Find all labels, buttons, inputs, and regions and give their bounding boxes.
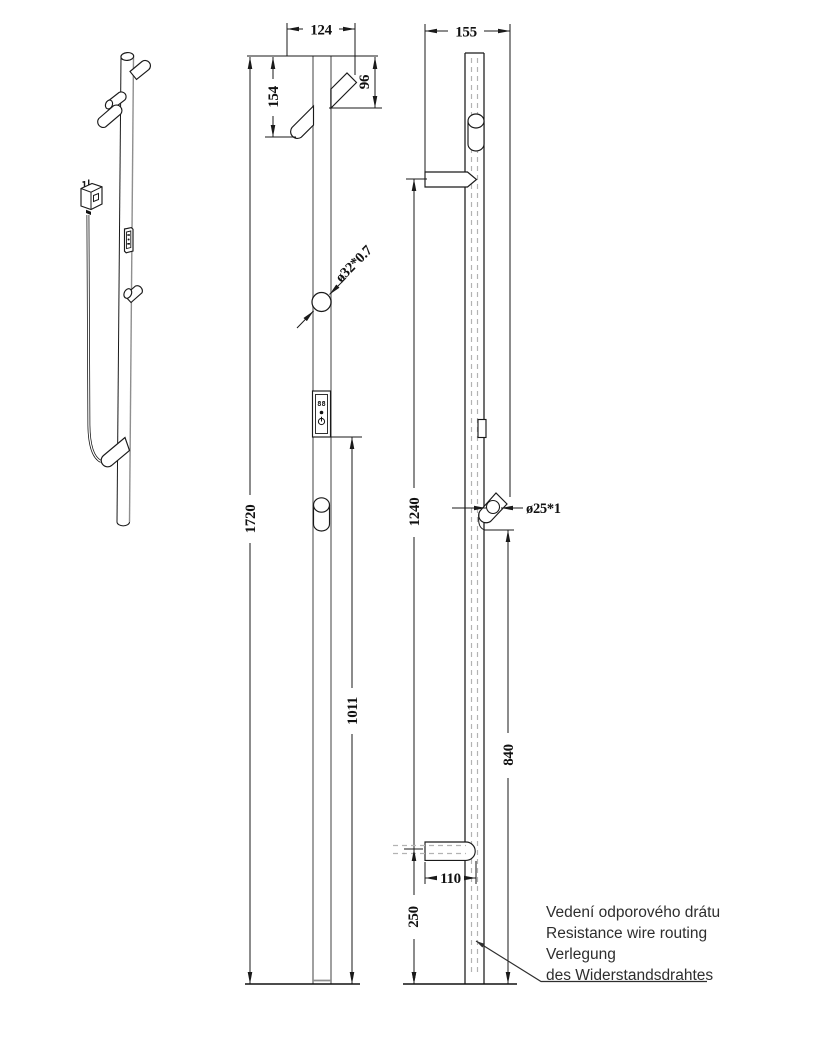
dim-depth-155 (425, 23, 510, 41)
tube-section-circle (312, 293, 331, 312)
dim-label-124: 124 (310, 22, 332, 39)
side-diagonal-hook (479, 493, 507, 530)
dim-label-155: 155 (455, 24, 477, 41)
dim-label-840: 840 (501, 744, 517, 766)
front-control-panel (313, 391, 331, 437)
front-left-hook (291, 106, 314, 138)
dia-leader-lower (297, 311, 314, 328)
plug-cord-grommet (86, 210, 91, 215)
iso-power-plug (81, 180, 102, 216)
front-view (242, 21, 382, 984)
iso-control-panel (125, 228, 134, 253)
dim-width-124 (287, 21, 355, 75)
dim-tube-diameter (297, 243, 376, 328)
dim-height-1720 (242, 57, 259, 984)
dim-top-hook-1240 (406, 179, 427, 984)
dim-label-1011: 1011 (345, 697, 361, 725)
dim-bottom-hook-250 (404, 849, 423, 984)
side-top-peg-cap (468, 114, 484, 128)
note-line-english: Resistance wire routing (546, 925, 708, 942)
dim-hook-154 (265, 57, 296, 137)
dim-label-1240: 1240 (407, 497, 423, 527)
iso-panel-led (128, 239, 130, 241)
note-line-german-1: Verlegung (546, 946, 616, 963)
side-wire-routing-dashed (472, 58, 478, 976)
dim-label-96: 96 (357, 74, 373, 90)
dim-arm-110 (425, 861, 476, 887)
iso-tube-bottom-cap (117, 522, 130, 526)
side-top-hook-arm (425, 172, 477, 187)
iso-top-left-hook-lower (98, 105, 122, 127)
dim-label-110: 110 (440, 871, 461, 887)
iso-bottom-hook (101, 438, 129, 467)
dim-label-1720: 1720 (243, 504, 259, 534)
power-cord (88, 215, 101, 462)
dim-label-hook-diameter: ø25*1 (526, 501, 561, 517)
side-control-panel-slot (478, 420, 486, 438)
note-line-german-2: des Widerstandsdrahtes (546, 967, 714, 984)
notes (476, 904, 720, 984)
iso-tube-top-cap (121, 52, 134, 61)
side-bottom-hook-arm (425, 842, 475, 860)
isometric-view (81, 52, 150, 526)
dim-mid-hook-840 (484, 530, 517, 984)
side-view (393, 23, 561, 984)
dim-label-tube-diameter: ø32*0.7 (332, 242, 376, 286)
panel-display: 88 (317, 400, 326, 408)
panel-dot (320, 411, 324, 415)
dim-label-154: 154 (266, 86, 282, 108)
dim-label-250: 250 (406, 906, 422, 928)
dim-panel-1011 (331, 437, 362, 984)
front-middle-peg-cap (314, 498, 330, 512)
front-right-hook (331, 73, 357, 108)
note-line-czech: Vedení odporového drátu (546, 904, 721, 921)
